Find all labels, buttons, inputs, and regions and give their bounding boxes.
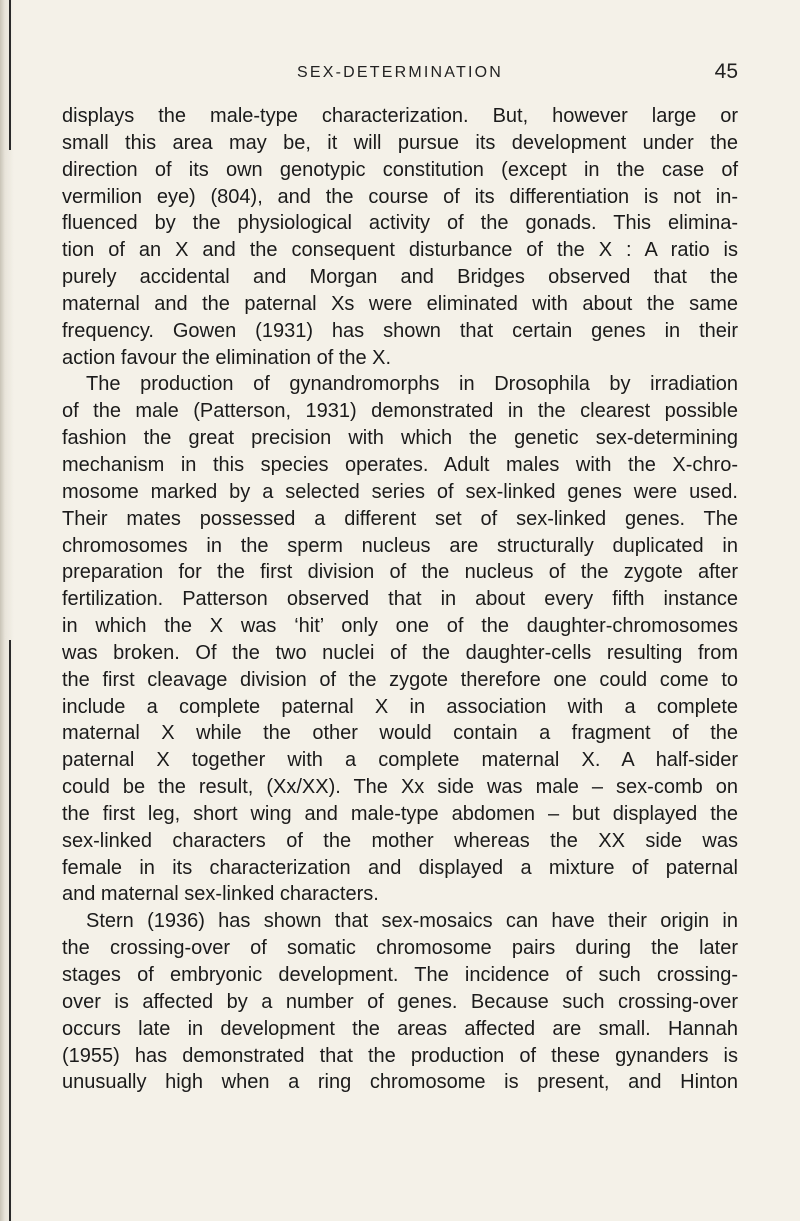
text-line: mosome marked by a selected series of sex-linked genes were used. bbox=[62, 480, 738, 503]
text-line: mechanism in this species operates. Adult males with the X-chro- bbox=[62, 453, 738, 476]
paragraph bbox=[62, 371, 738, 908]
text-line: purely accidental and Morgan and Bridges observed that the bbox=[62, 266, 738, 289]
text-line: fashion the great precision with which the genetic sex-determining bbox=[62, 427, 738, 450]
text-line: fertilization. Patterson observed that in about every fifth instance bbox=[62, 588, 738, 611]
text-line: sex-linked characters of the mother whereas the XX side was bbox=[62, 829, 738, 852]
paragraph bbox=[62, 908, 738, 1096]
text-line: chromosomes in the sperm nucleus are structurally duplicated in bbox=[62, 534, 738, 557]
text-line: paternal X together with a complete maternal X. A half-sider bbox=[62, 749, 738, 772]
body-text bbox=[62, 103, 738, 1096]
text-line: could be the result, (Xx/XX). The Xx side was male – sex-comb on bbox=[62, 776, 738, 799]
binding-line bbox=[9, 640, 11, 1221]
text-line: over is affected by a number of genes. Because such crossing-over bbox=[62, 990, 738, 1013]
text-line: preparation for the first division of the nucleus of the zygote after bbox=[62, 561, 738, 584]
page-edge-shadow bbox=[0, 0, 14, 1221]
text-line: the crossing-over of somatic chromosome pairs during the later bbox=[62, 937, 738, 960]
text-line: maternal X while the other would contain a fragment of the bbox=[62, 722, 738, 745]
text-line: of the male (Patterson, 1931) demonstrated in the clearest possible bbox=[62, 400, 738, 423]
text-line: stages of embryonic development. The incidence of such crossing- bbox=[62, 964, 738, 986]
running-head bbox=[62, 60, 738, 90]
text-line: tion of an X and the consequent disturbance of the X : A ratio is bbox=[62, 239, 738, 262]
page-number: 45 bbox=[714, 60, 738, 83]
text-line: action favour the elimination of the X. bbox=[62, 346, 392, 369]
text-line: frequency. Gowen (1931) has shown that certain genes in their bbox=[62, 319, 738, 342]
text-line: the first cleavage division of the zygote therefore one could come to bbox=[62, 668, 738, 691]
text-line: direction of its own genotypic constitution (except in the case of bbox=[62, 158, 738, 181]
text-line: was broken. Of the two nuclei of the daughter-cells resulting from bbox=[62, 641, 738, 664]
text-line: Their mates possessed a different set of sex-linked genes. The bbox=[62, 507, 738, 530]
binding-line bbox=[9, 0, 11, 150]
text-line: vermilion eye) (804), and the course of its differentiation is not in- bbox=[62, 185, 738, 208]
text-line: the first leg, short wing and male-type abdomen – but displayed the bbox=[62, 802, 738, 825]
text-line: unusually high when a ring chromosome is present, and Hinton bbox=[62, 1071, 738, 1094]
text-line: (1955) has demonstrated that the production of these gynanders is bbox=[62, 1044, 738, 1067]
text-line: small this area may be, it will pursue its development under the bbox=[62, 131, 738, 154]
running-title: SEX-DETERMINATION bbox=[296, 64, 503, 81]
text-line: fluenced by the physiological activity of the gonads. This elimina- bbox=[62, 212, 738, 235]
text-line: and maternal sex-linked characters. bbox=[62, 883, 379, 906]
text-line: The production of gynandromorphs in Drosophila by irradiation bbox=[86, 373, 738, 396]
text-line: displays the male-type characterization. But, however large or bbox=[62, 105, 738, 127]
text-line: Stern (1936) has shown that sex-mosaics can have their origin in bbox=[86, 910, 738, 933]
text-line: occurs late in development the areas affected are small. Hannah bbox=[62, 1017, 738, 1040]
text-line: include a complete paternal X in association with a complete bbox=[62, 695, 738, 718]
paragraph bbox=[62, 103, 738, 371]
text-line: maternal and the paternal Xs were eliminated with about the same bbox=[62, 292, 738, 315]
text-line: female in its characterization and displayed a mixture of paternal bbox=[62, 856, 738, 879]
text-line: in which the X was ‘hit’ only one of the daughter-chromosomes bbox=[62, 615, 738, 638]
